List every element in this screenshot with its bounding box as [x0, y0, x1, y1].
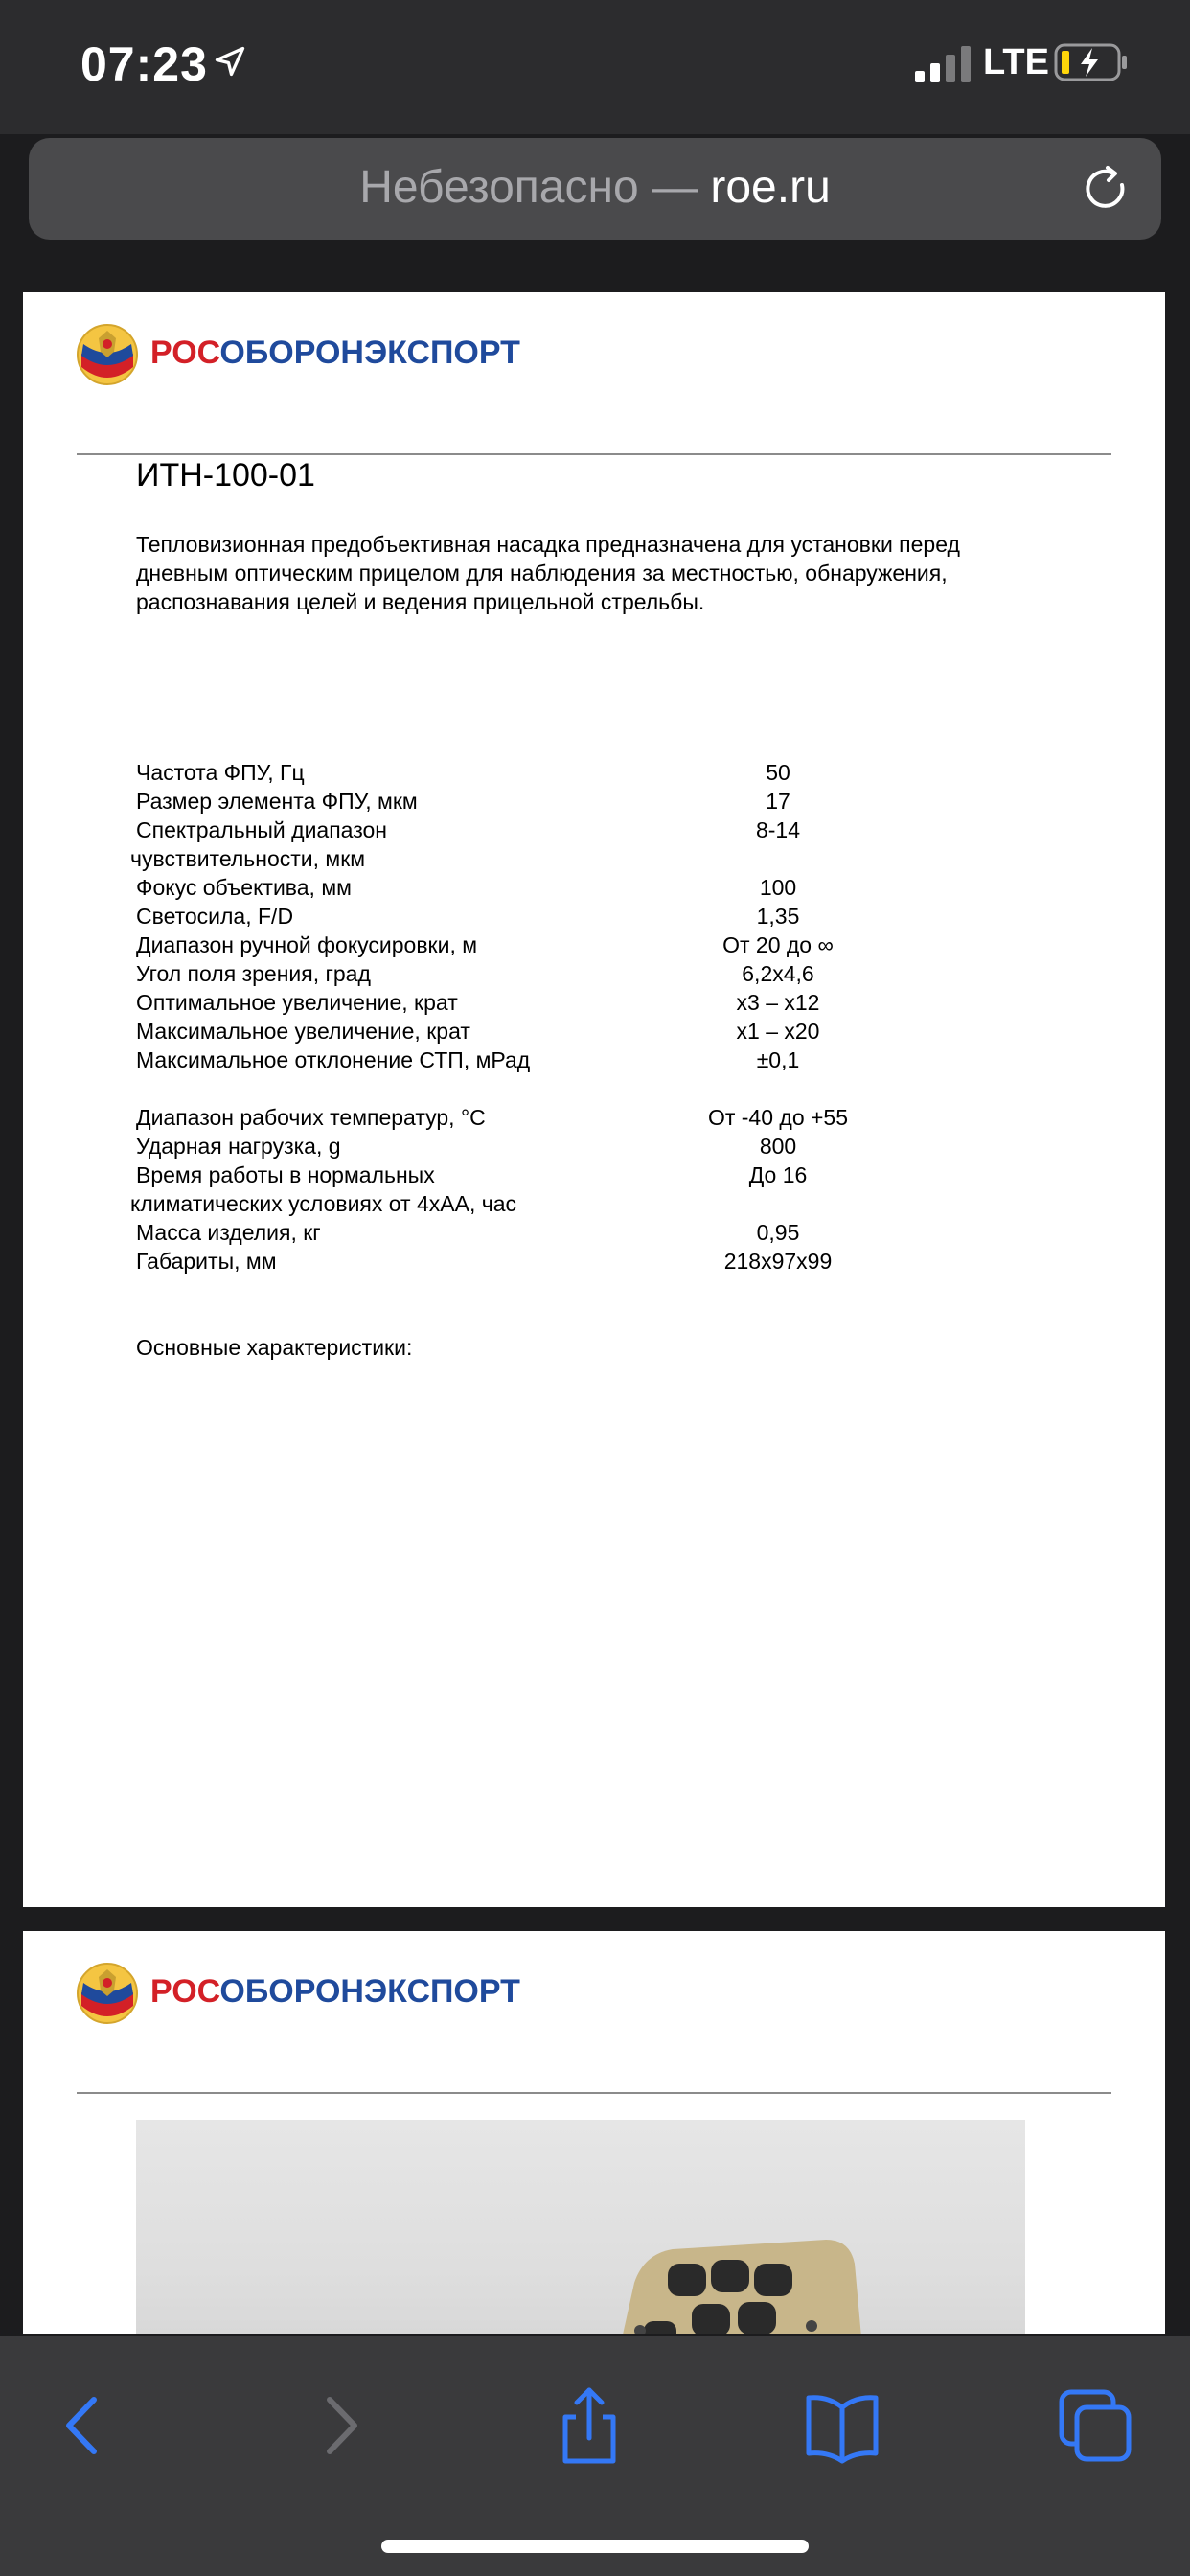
spec-label: Масса изделия, кг — [136, 1220, 321, 1245]
spec-value: До 16 — [748, 1162, 808, 1187]
spec-row — [130, 1189, 1094, 1218]
logo-text-red: РОС — [150, 334, 220, 371]
spec-label: Диапазон рабочих температур, °С — [136, 1105, 486, 1130]
logo-text-blue: ОБОРОНЭКСПОРТ — [219, 334, 520, 371]
document-page-2 — [23, 1931, 1165, 2334]
spec-label: Диапазон ручной фокусировки, м — [136, 932, 478, 957]
battery-charging-icon — [1054, 42, 1131, 82]
company-logo — [76, 1958, 520, 2035]
spec-value: 50 — [766, 760, 790, 785]
spec-value: х3 – х12 — [736, 990, 820, 1015]
spec-gap — [136, 1074, 1094, 1103]
reload-icon[interactable] — [1079, 162, 1133, 216]
spec-row — [130, 844, 1094, 873]
specifications-table — [130, 758, 1094, 1276]
spec-label: Частота ФПУ, Гц — [136, 760, 305, 785]
forward-chevron-icon[interactable] — [297, 2382, 383, 2469]
spec-value: 218х97х99 — [723, 1249, 833, 1274]
back-chevron-icon[interactable] — [40, 2382, 126, 2469]
spec-value: От -40 до +55 — [707, 1105, 849, 1130]
spec-label: Фокус объектива, мм — [136, 875, 352, 900]
url-domain: roe.ru — [710, 162, 831, 213]
spec-row — [136, 1017, 1094, 1046]
header-divider — [77, 453, 1111, 455]
network-type: LTE — [983, 42, 1049, 82]
address-text[interactable] — [29, 161, 1161, 214]
spec-label: Оптимальное увеличение, крат — [136, 990, 458, 1015]
company-logo — [76, 319, 520, 396]
home-indicator[interactable] — [381, 2540, 809, 2553]
spec-row — [136, 959, 1094, 988]
spec-value: 800 — [759, 1134, 797, 1159]
spec-label: Время работы в нормальных — [136, 1162, 435, 1187]
spec-value: 1,35 — [756, 904, 800, 929]
spec-label: чувствительности, мкм — [130, 846, 366, 871]
spec-row — [136, 1103, 1094, 1132]
spec-label: Угол поля зрения, град — [136, 961, 371, 986]
document-title: ИТН-100-01 — [136, 457, 315, 494]
status-bar — [0, 0, 1190, 213]
spec-row — [136, 902, 1094, 931]
spec-label: Светосила, F/D — [136, 904, 294, 929]
share-icon[interactable] — [546, 2382, 632, 2469]
spec-value: От 20 до ∞ — [722, 932, 834, 957]
logo-wordmark — [150, 334, 520, 372]
spec-value: х1 – х20 — [736, 1019, 820, 1044]
spec-value: ±0,1 — [756, 1047, 800, 1072]
spec-row — [136, 758, 1094, 787]
spec-row — [136, 1046, 1094, 1074]
spec-label: Спектральный диапазон — [136, 817, 387, 842]
product-device-image — [136, 2120, 1025, 2334]
emblem-icon — [76, 319, 139, 390]
security-warning: Небезопасно — — [359, 162, 698, 213]
address-bar[interactable] — [29, 138, 1161, 240]
spec-row — [136, 1161, 1094, 1189]
logo-text-blue: ОБОРОНЭКСПОРТ — [219, 1973, 520, 2010]
spec-value: 8-14 — [755, 817, 801, 842]
spec-value: 6,2х4,6 — [742, 961, 814, 986]
spec-label: Размер элемента ФПУ, мкм — [136, 789, 418, 814]
spec-row — [136, 1247, 1094, 1276]
spec-row — [136, 787, 1094, 816]
logo-wordmark — [150, 1973, 520, 2011]
tabs-icon[interactable] — [1052, 2382, 1138, 2469]
logo-text-red: РОС — [150, 1973, 220, 2010]
status-time: 07:23 — [80, 37, 208, 91]
spec-row — [136, 931, 1094, 959]
spec-row — [136, 873, 1094, 902]
location-arrow-icon — [213, 44, 247, 79]
document-page-1 — [23, 292, 1165, 1907]
spec-value: 17 — [766, 789, 790, 814]
spec-value: 0,95 — [756, 1220, 800, 1245]
spec-label: Максимальное увеличение, крат — [136, 1019, 470, 1044]
product-description: Тепловизионная предобъективная насадка предназначена для установки перед дневным оптическим прицелом для наблюдения за местностью, обнаружения, распознавания целей и ведения прицельной стрельбы. — [136, 532, 960, 614]
signal-bars-icon — [915, 46, 971, 82]
spec-label: Ударная нагрузка, g — [136, 1134, 341, 1159]
main-characteristics-label: Основные характеристики: — [136, 1335, 413, 1360]
spec-row — [136, 988, 1094, 1017]
spec-label: Габариты, мм — [136, 1249, 277, 1274]
emblem-icon — [76, 1958, 139, 2029]
spec-label: Максимальное отклонение СТП, мРад — [136, 1047, 531, 1072]
spec-row — [136, 816, 1094, 844]
bookmarks-book-icon[interactable] — [799, 2382, 885, 2469]
product-photo — [136, 2120, 1025, 2334]
spec-row — [136, 1132, 1094, 1161]
spec-value: 100 — [759, 875, 797, 900]
spec-label: климатических условиях от 4хАА, час — [130, 1191, 517, 1216]
spec-row — [136, 1218, 1094, 1247]
header-divider — [77, 2092, 1111, 2094]
